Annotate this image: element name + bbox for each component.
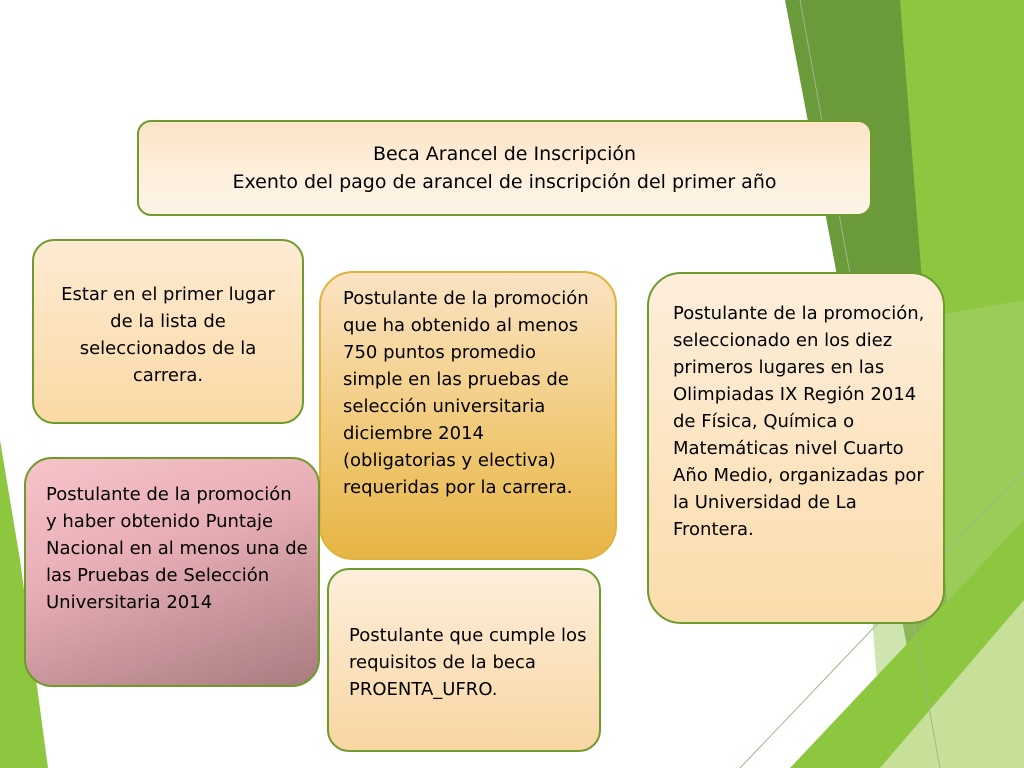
header-box <box>137 120 872 216</box>
requirement-national-score <box>24 457 320 687</box>
requirement-national-score-text: Postulante de la promoción y haber obtenido Puntaje Nacional en al menos una de las Pruebas de Selección Universitaria 2014 <box>46 484 308 613</box>
header-subtitle: Exento del pago de arancel de inscripción del primer año <box>232 171 777 193</box>
requirement-proenta <box>327 568 601 752</box>
requirement-psu-score-text: Postulante de la promoción que ha obtenido al menos 750 puntos promedio simple en las pruebas de selección universitaria diciembre 2014 (obligatorias y electiva) requeridas por la carrera. <box>343 288 589 498</box>
requirement-psu-score <box>319 271 617 560</box>
requirement-olympiad-text: Postulante de la promoción, seleccionado en los diez primeros lugares en las Olimpiadas IX Región 2014 de Física, Química o Matemáticas nivel Cuarto Año Medio, organizadas por la Universidad de La Frontera. <box>673 303 925 540</box>
requirement-olympiad <box>647 272 945 624</box>
requirement-first-place-text: Estar en el primer lugar de la lista de seleccionados de la carrera. <box>61 284 275 386</box>
header-title: Beca Arancel de Inscripción <box>372 143 637 165</box>
requirement-first-place <box>32 239 304 424</box>
requirement-proenta-text: Postulante que cumple los requisitos de la beca PROENTA_UFRO. <box>349 625 587 700</box>
